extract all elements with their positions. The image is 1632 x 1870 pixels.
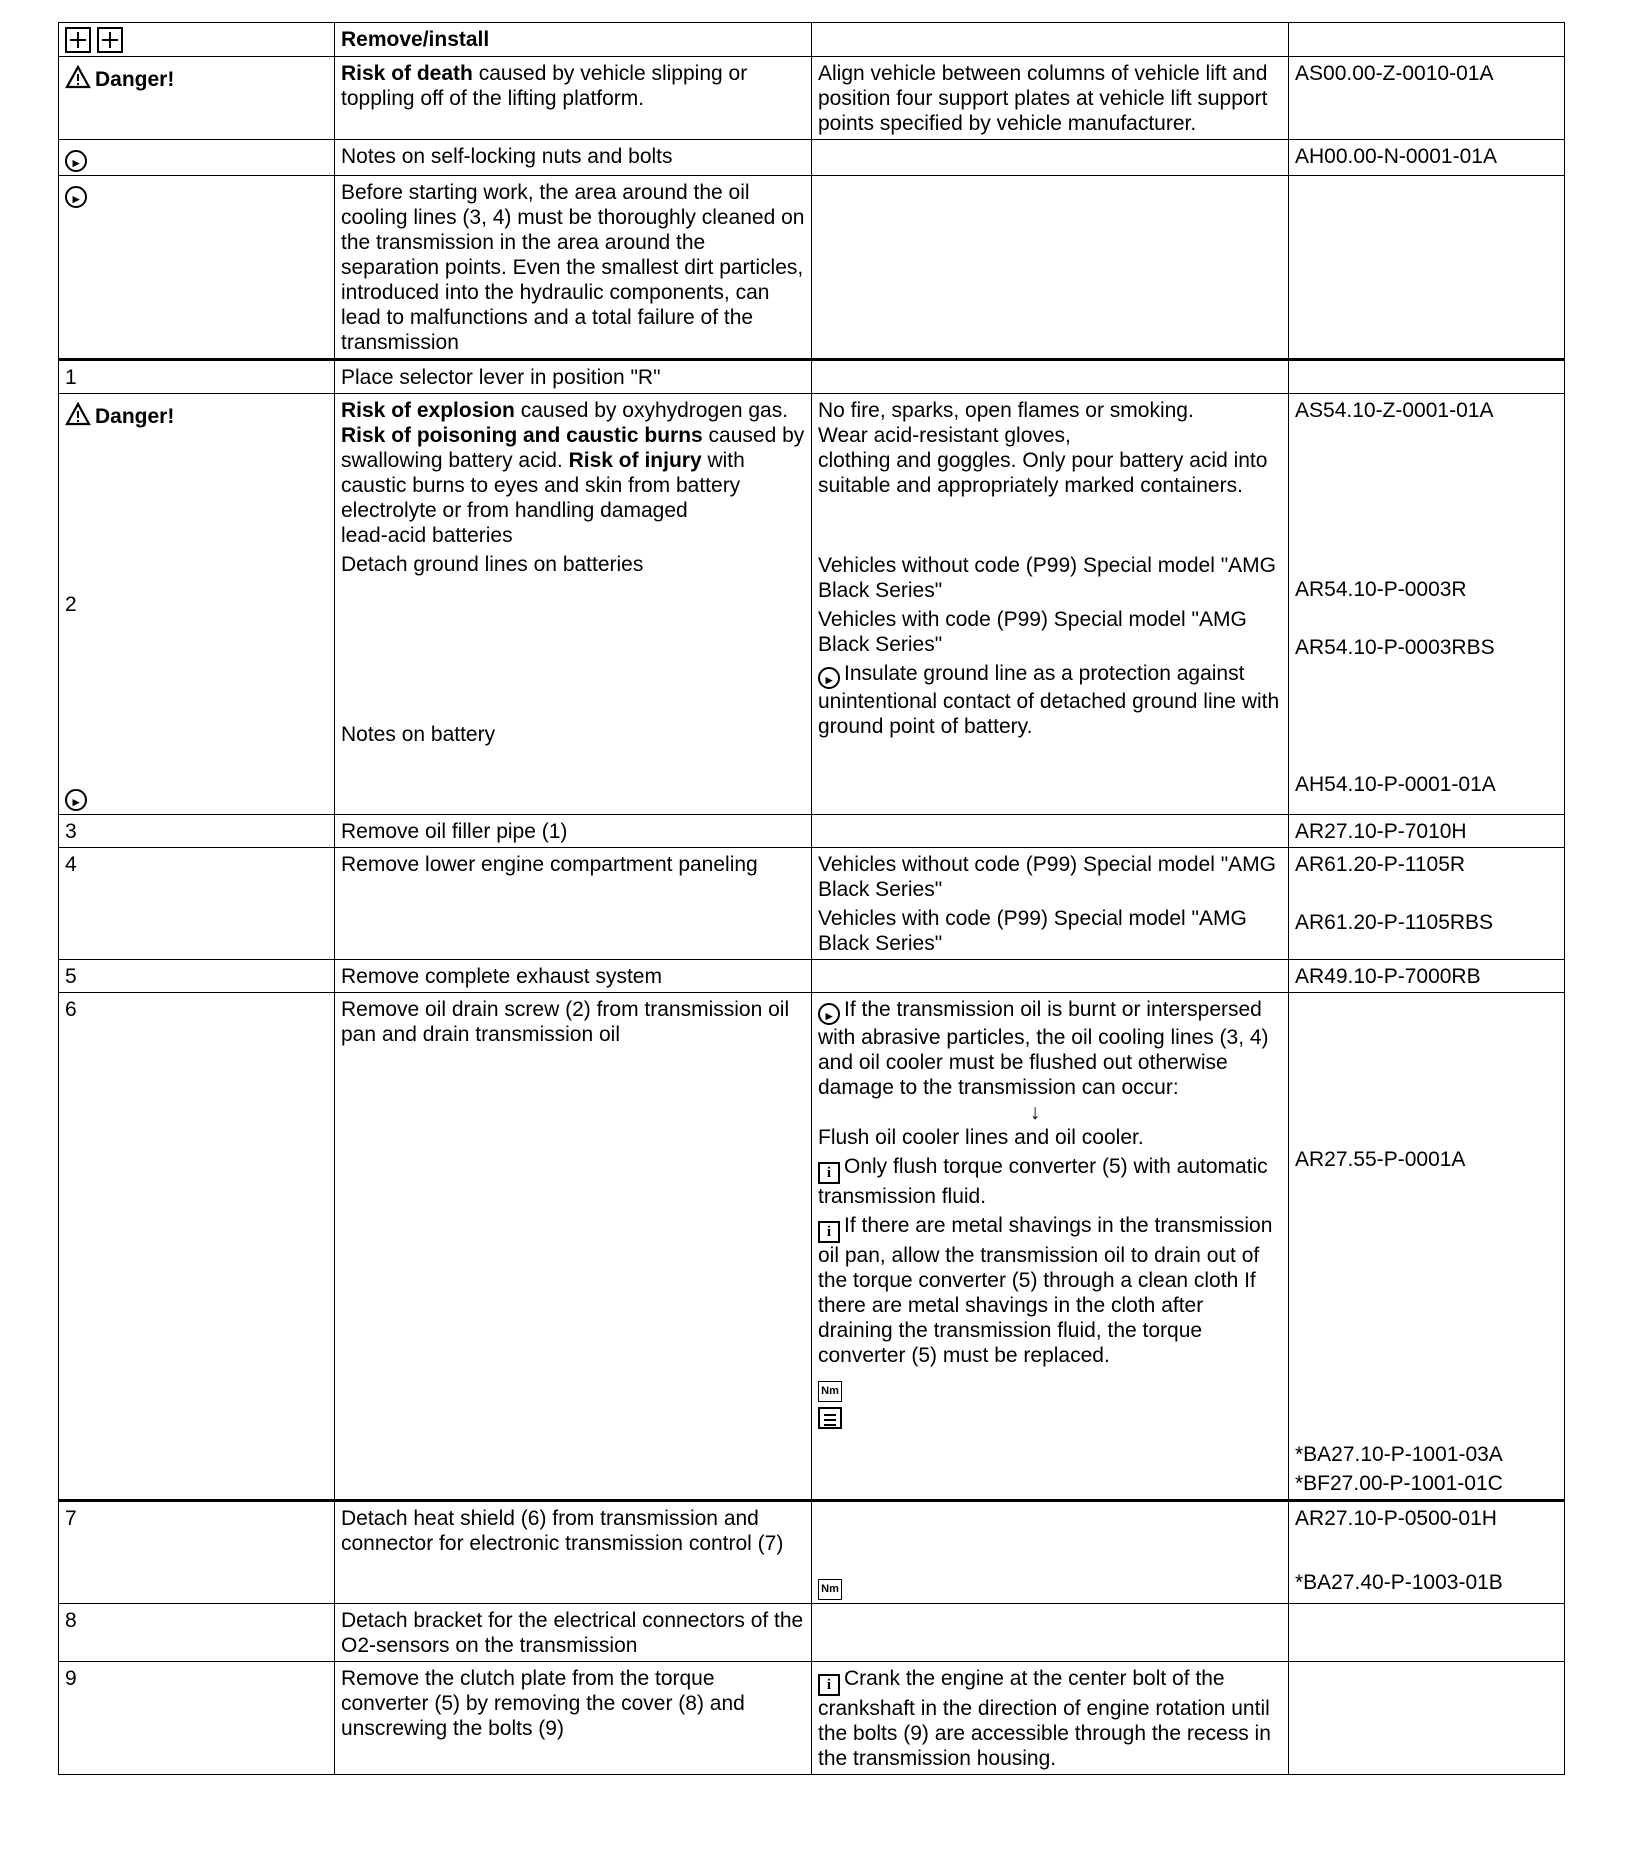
lift-ref[interactable]: AS00.00-Z-0010-01A (1289, 57, 1565, 140)
lift-note: Align vehicle between columns of vehicle lift and position four support plates at vehicle lift support points specified by vehicle manufacturer. (812, 57, 1289, 140)
step-row-8 (59, 1604, 1565, 1662)
step-number: 9 (59, 1662, 335, 1775)
step-text: Detach ground lines on batteries (341, 553, 644, 577)
collapse-icon[interactable] (97, 27, 123, 53)
header-title: Remove/install (335, 23, 812, 57)
danger-label: Danger! (95, 405, 175, 429)
clean-row (59, 176, 1565, 360)
danger-lift-row (59, 57, 1565, 140)
step-text: Detach heat shield (6) from transmission and connector for electronic transmission control (7) (335, 1501, 812, 1604)
expand-icon[interactable] (65, 27, 91, 53)
step-number: 4 (59, 848, 335, 960)
risk-text: caused by vehicle slipping or toppling off of the lifting platform. (341, 62, 748, 111)
step-row-9: 9 Remove the clutch plate from the torque converter (5) by removing the cover (8) and unscrewing the bolts (9) i Crank the engine at the center bolt of the crankshaft in the direction of engine rotation until the bolts (9) are accessible through the recess in the transmission housing. (59, 1662, 1565, 1775)
note-circle-icon: ▸ (65, 789, 87, 811)
selflock-ref[interactable]: AH00.00-N-0001-01A (1289, 140, 1565, 176)
step-number: 2 (65, 593, 77, 617)
battery-notes-text: Notes on battery (341, 723, 496, 747)
torque-nm-icon[interactable]: Nm (818, 1381, 842, 1402)
risk-bold: Risk of death (341, 62, 473, 86)
step-text: Remove lower engine compartment paneling (335, 848, 812, 960)
step-number: 6 (59, 993, 335, 1501)
selflock-row (59, 140, 1565, 176)
info-square-icon: i (818, 1221, 840, 1243)
step-row-7: 7 Detach heat shield (6) from transmission and connector for electronic transmission control (7) Nm AR27.10-P-0500-01H *BA27.40-P-1003-01B (59, 1501, 1565, 1604)
step-number: 5 (59, 960, 335, 993)
step-number: 7 (59, 1501, 335, 1604)
step-row-5: 5 Remove complete exhaust system AR49.10-P-7000RB (59, 960, 1565, 993)
special-tool-icon[interactable] (818, 1407, 842, 1429)
note-circle-icon: ▸ (65, 150, 87, 172)
step-text: Remove oil drain screw (2) from transmission oil pan and drain transmission oil (335, 993, 812, 1501)
danger-label: Danger! (95, 68, 175, 92)
battery-danger-row: Danger! 2 ▸ Risk of explosion caused by oxyhydrogen gas. Risk of poisoning and caustic burns caused by swallowing battery acid. Risk of injury with caustic burns to eyes and skin from battery electrolyte or from handling damaged lead-acid batteries Detach ground lines on batteries Notes on battery No fire, sparks, open flames or smoking. Wear acid-resistant gloves, clothing and goggles. Only pour battery acid into suitable and appropriately marked containers. Vehicles without code (P99) Special model "AMG Black Series" Vehicles with code (P99) Special model "AMG Black Series" ▸ Insulate ground line as a protection against unintentional contact of detached ground line with ground point of battery. AS54.10-Z-0001-01A AR54.10-P-0003R AR54.10-P-0003RBS AH54.10-P-0001-01A (59, 394, 1565, 815)
step-text: Remove complete exhaust system (335, 960, 812, 993)
step-text: Remove oil filler pipe (1) (335, 815, 812, 848)
torque-nm-icon[interactable]: Nm (818, 1579, 842, 1600)
procedure-table (58, 22, 1565, 1775)
step-text: Place selector lever in position "R" (335, 360, 812, 394)
note-circle-icon: ▸ (65, 186, 87, 208)
battery-danger-ref[interactable]: AS54.10-Z-0001-01A (1295, 399, 1494, 423)
header-row (59, 23, 1565, 57)
clean-text: Before starting work, the area around the oil cooling lines (3, 4) must be thoroughly cleaned on the transmission in the area around the separation points. Even the smallest dirt particles, introduced into the hydraulic components, can lead to malfunctions and a total failure of the transmission (335, 176, 812, 360)
step-number: 8 (59, 1604, 335, 1662)
down-arrow-icon: ↓ (1029, 1101, 1041, 1125)
step-row-1 (59, 360, 1565, 394)
step-text: Remove the clutch plate from the torque converter (5) by removing the cover (8) and unscrewing the bolts (9) (335, 1662, 812, 1775)
warning-triangle-icon (65, 65, 91, 89)
step-number: 3 (59, 815, 335, 848)
warning-triangle-icon (65, 402, 91, 426)
selflock-text: Notes on self-locking nuts and bolts (335, 140, 812, 176)
info-square-icon: i (818, 1674, 840, 1696)
step-number: 1 (59, 360, 335, 394)
step-row-4: 4 Remove lower engine compartment paneling Vehicles without code (P99) Special model "AMG Black Series" Vehicles with code (P99) Special model "AMG Black Series" AR61.20-P-1105R AR61.20-P-1105RBS (59, 848, 1565, 960)
step-row-6: 6 Remove oil drain screw (2) from transmission oil pan and drain transmission oil ▸ If the transmission oil is burnt or interspersed with abrasive particles, the oil cooling lines (3, 4) and oil cooler must be flushed out otherwise damage to the transmission can occur: ↓ Flush oil cooler lines and oil cooler. i Only flush torque converter (5) with automatic transmission fluid. i If there are metal shavings in the transmission oil pan, allow the transmission oil to drain out of the torque converter (5) through a clean cloth If there are metal shavings in the cloth after draining the transmission fluid, the torque converter (5) must be replaced. Nm AR27.55-P-0001A *BA27.10-P-1001-03A *BF27.00-P-1001-01C (59, 993, 1565, 1501)
note-circle-icon: ▸ (818, 1003, 840, 1025)
info-square-icon: i (818, 1162, 840, 1184)
note-circle-icon: ▸ (818, 667, 840, 689)
step-row-3: 3 Remove oil filler pipe (1) AR27.10-P-7010H (59, 815, 1565, 848)
step-text: Detach bracket for the electrical connectors of the O2-sensors on the transmission (335, 1604, 812, 1662)
